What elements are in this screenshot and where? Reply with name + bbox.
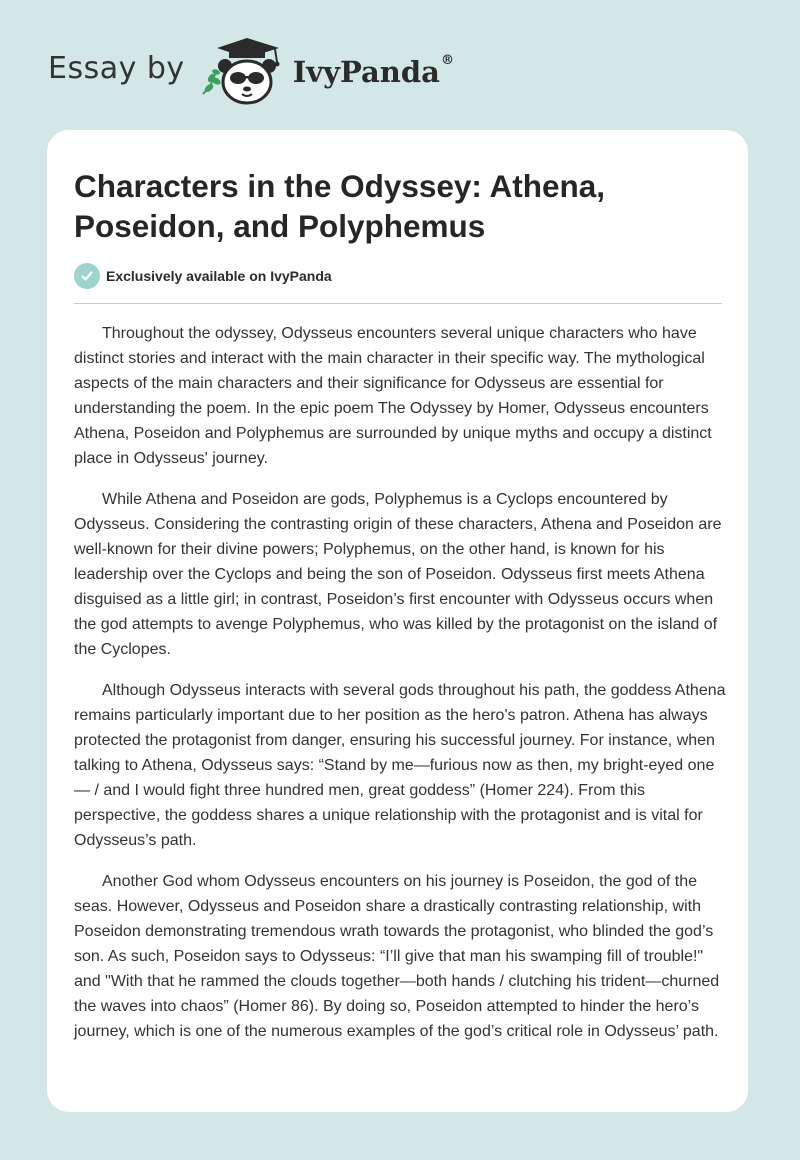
check-icon: [74, 263, 100, 289]
panda-graduate-icon[interactable]: [199, 36, 289, 106]
paragraph: Although Odysseus interacts with several gods throughout his path, the goddess Athena remains particularly important due to her position as the hero's patron. Athena has always protected the protagonist from danger, ensuring his successful journey. For instance, when talking to Athena, Odysseus says: “Stand by me—furious now as then, my bright-eyed one— / and I would fight three hundred men, great goddess” (Homer 224). From this perspective, the goddess shares a unique relationship with the protagonist and is vital for Odysseus’s path.: [74, 682, 726, 849]
brand-name[interactable]: IvyPanda®: [292, 53, 454, 89]
essay-card: [47, 130, 748, 1112]
page-title: Characters in the Odyssey: Athena, Poseidon, and Polyphemus: [74, 168, 606, 244]
title-divider: [74, 303, 722, 304]
site-header: [48, 36, 454, 106]
exclusive-badge: [74, 263, 332, 289]
paragraph: While Athena and Poseidon are gods, Polyphemus is a Cyclops encountered by Odysseus. Considering the contrasting origin of these characters, Athena and Poseidon are well-known for their divine powers; Polyphemus, on the other hand, is known for his leadership over the Cyclops and being the son of Poseidon. Odysseus first meets Athena disguised as a little girl; in contrast, Poseidon’s first encounter with Odysseus occurs when the god attempts to avenge Polyphemus, who was killed by the protagonist on the island of the Cyclopes.: [74, 491, 722, 658]
badge-label: Exclusively available on IvyPanda: [106, 268, 332, 284]
essay-body: [74, 321, 726, 1060]
paragraph: Another God whom Odysseus encounters on his journey is Poseidon, the god of the seas. However, Odysseus and Poseidon share a drastically contrasting relationship, with Poseidon demonstrating tremendous wrath towards the protagonist, who blinded the god’s son. As such, Poseidon says to Odysseus: “I’ll give that man his swamping fill of trouble!" and "With that he rammed the clouds together—both hands / clutching his trident—churned the waves into chaos” (Homer 86). By doing so, Poseidon attempted to hinder the hero’s journey, which is one of the numerous examples of the god’s critical role in Odysseus’ path.: [74, 873, 720, 1040]
registered-mark: ®: [440, 53, 454, 68]
essay-by-label: Essay by: [48, 50, 185, 86]
paragraph: Throughout the odyssey, Odysseus encounters several unique characters who have distinct stories and interact with the main character in their specific way. The mythological aspects of the main characters and their significance for Odysseus are essential for understanding the poem. In the epic poem The Odyssey by Homer, Odysseus encounters Athena, Poseidon and Polyphemus are surrounded by unique myths and occupy a distinct place in Odysseus' journey.: [74, 325, 712, 467]
